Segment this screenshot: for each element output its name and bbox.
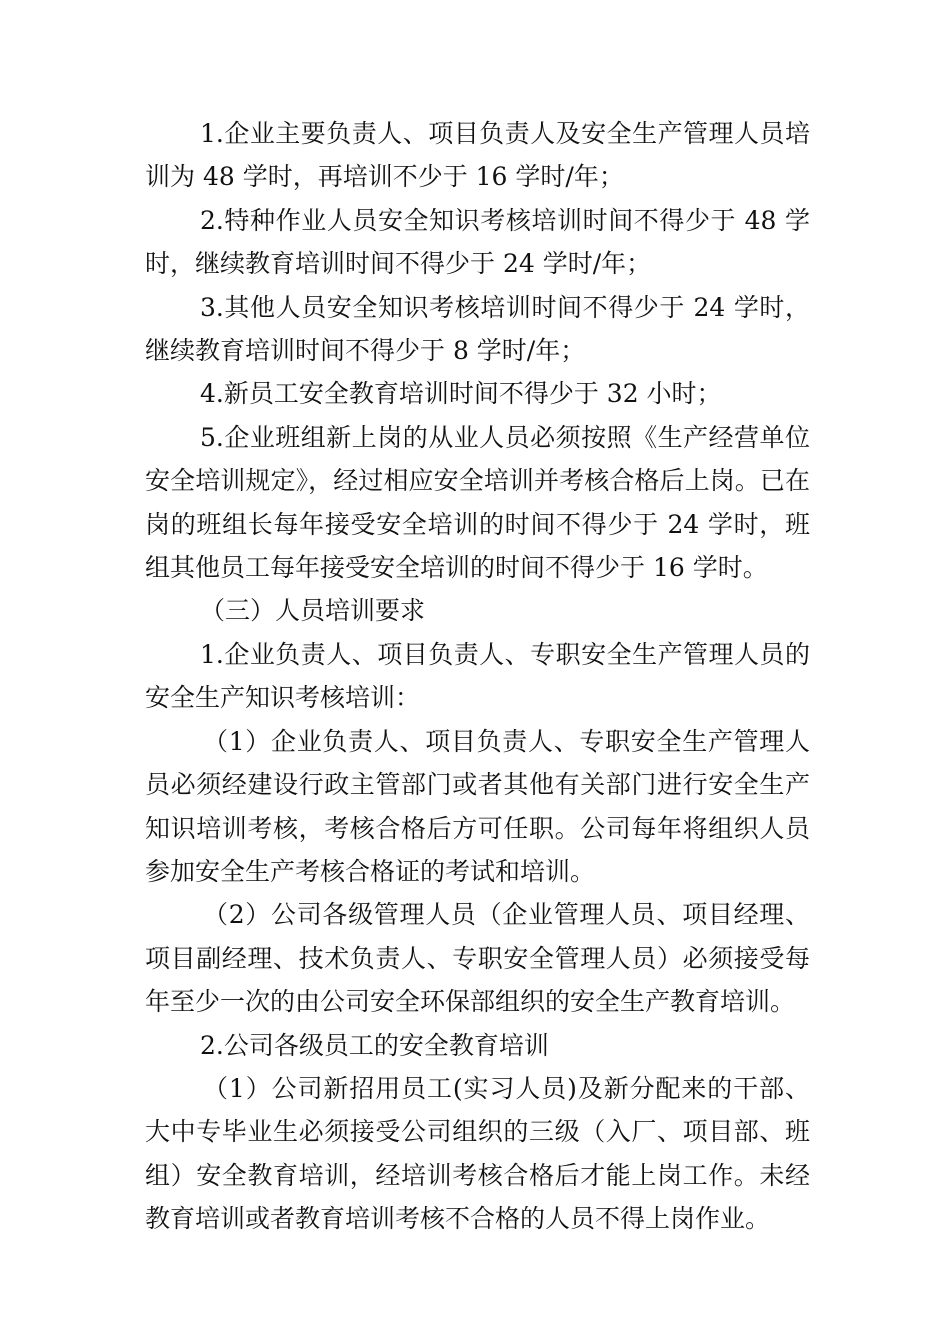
section-heading: （三）人员培训要求: [200, 596, 426, 626]
document-body: [145, 112, 810, 1241]
paragraph-requirement-2: 2.公司各级员工的安全教育培训: [200, 1030, 549, 1060]
paragraph-requirement-1-2: （2）公司各级管理人员（企业管理人员、项目经理、项目副经理、技术负责人、专职安全管理人员）必须接受每年至少一次的由公司安全环保部组织的安全生产教育培训。: [145, 900, 810, 1017]
paragraph-item-1: 1.企业主要负责人、项目负责人及安全生产管理人员培训为 48 学时，再培训不少于 16 学时/年；: [145, 119, 810, 192]
paragraph-item-5: 5.企业班组新上岗的从业人员必须按照《生产经营单位安全培训规定》，经过相应安全培训并考核合格后上岗。已在岗的班组长每年接受安全培训的时间不得少于 24 学时，班组其他员工每年接受安全培训的时间不得少于 16 学时。: [145, 422, 810, 583]
paragraph-item-3: 3.其他人员安全知识考核培训时间不得少于 24 学时，继续教育培训时间不得少于 8 学时/年；: [145, 292, 810, 366]
paragraph-requirement-1-1: （1）企业负责人、项目负责人、专职安全生产管理人员必须经建设行政主管部门或者其他有关部门进行安全生产知识培训考核，考核合格后方可任职。公司每年将组织人员参加安全生产考核合格证的考试和培训。: [145, 726, 810, 886]
paragraph-item-4: 4.新员工安全教育培训时间不得少于 32 小时；: [200, 379, 722, 409]
paragraph-requirement-2-1: （1）公司新招用员工(实习人员)及新分配来的干部、大中专毕业生必须接受公司组织的三级（入厂、项目部、班组）安全教育培训，经培训考核合格后才能上岗工作。未经教育培训或者教育培训考核不合格的人员不得上岗作业。: [145, 1073, 810, 1234]
paragraph-requirement-1: 1.企业负责人、项目负责人、专职安全生产管理人员的安全生产知识考核培训：: [145, 639, 810, 713]
paragraph-item-2: 2.特种作业人员安全知识考核培训时间不得少于 48 学时，继续教育培训时间不得少于 24 学时/年；: [145, 205, 810, 279]
